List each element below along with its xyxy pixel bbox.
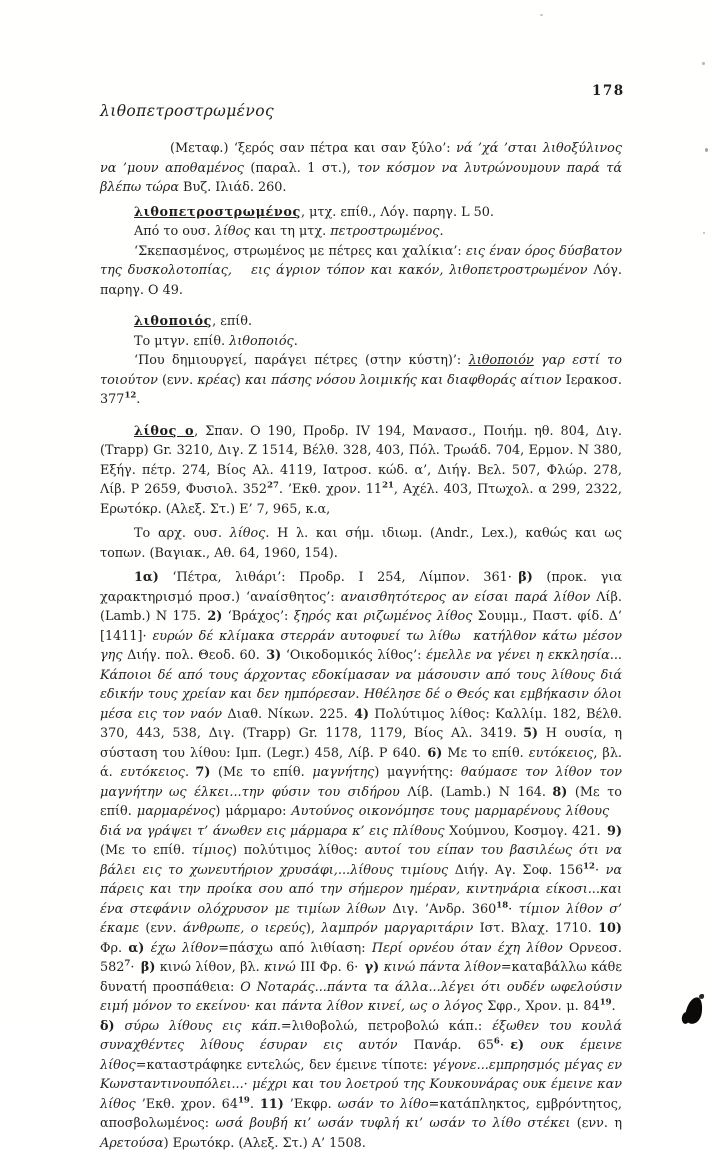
- text-segment: , επίθ.: [212, 314, 253, 329]
- text-segment: Διήγ. πολ. Θεοδ. 60.: [122, 648, 267, 663]
- headword: λιθοπετροστρωμένος: [134, 204, 301, 220]
- text-segment: ’Εκφρ.: [283, 1096, 338, 1112]
- text-segment: ευτόκειος: [120, 765, 185, 780]
- text-segment: λίθος: [229, 526, 266, 541]
- text-segment: δ): [100, 1018, 115, 1034]
- text-segment: ) μάρμαρο:: [215, 804, 292, 819]
- text-segment: Η ουσία, η σύσταση του λίθου: Ιμπ. (Legr.) 458, Λίβ. Ρ 640.: [100, 726, 622, 761]
- text-segment: αυτοί του είπαν του βασιλέως ότι να βάλει εις το χωνευτήριον χρυσάφι,...λίθους τιμίους: [100, 843, 622, 878]
- text-segment: τον κόσμον να λυτρώνουμουν παρά τά βλέπω τώρα: [100, 160, 622, 195]
- entry-text-block: [100, 139, 622, 1153]
- text-segment: ευρών δέ κλίμακα στερράν αυτοφυεί τω λίθω: [152, 628, 461, 644]
- text-segment: ως έλκει...την φύσιν του σιδήρου: [169, 784, 400, 800]
- text-segment: ωσά βουβή κι’ ωσάν τυφλή κι’ ωσάν το λίθο στέκει: [215, 1116, 571, 1131]
- text-segment: 9): [607, 823, 623, 839]
- text-segment: Διαθ. Νίκων. 225.: [222, 706, 355, 722]
- text-segment: ) μαγνήτης:: [374, 765, 461, 780]
- citation-superscript: 18: [496, 900, 509, 911]
- text-segment: Ορνεοσ. 582: [100, 940, 622, 975]
- text-segment: Λίβ. (Lamb.) Ν 175.: [100, 589, 622, 624]
- text-segment: 2): [207, 609, 223, 624]
- text-segment: Αυτούνος οικονόμησε τους μαρμαρένους λίθους: [291, 804, 610, 819]
- text-segment: [609, 804, 622, 819]
- text-segment: ε): [510, 1038, 525, 1053]
- text-segment: ·: [499, 1038, 511, 1053]
- text-segment: Ο Νοταράς...πάντα τα άλλα...λέγει ότι ουδέν ωφελούσιν ειμή μόνον το εκείνου· και πάντα λίθον κινεί, ως ο λόγος: [100, 979, 622, 1014]
- text-segment: διά να γράψει τ’ άνωθεν εις μάρμαρα κ’ εις πλίθους: [100, 823, 445, 839]
- text-segment: 3): [266, 648, 282, 663]
- text-segment: κινώ λίθον, βλ.: [155, 960, 265, 975]
- text-segment: . Η λ. και σήμ. ιδιωμ. (Andr., Lex.), καθώς και ως τοπων. (Βαγιακ., Αθ. 64, 1960, 154).: [100, 526, 622, 561]
- text-segment: Λίβ. (Lamb.) Ν 164.: [399, 784, 553, 800]
- paragraph-etymology-lithopoios: [100, 332, 622, 352]
- citation-superscript: 27: [267, 480, 279, 491]
- text-segment: ‘Οικοδομικός λίθος’:: [281, 648, 427, 663]
- text-segment: λίθος: [214, 224, 251, 239]
- scan-speck: [540, 14, 543, 16]
- text-segment: (Με το επίθ.: [100, 843, 192, 858]
- text-segment: θαύμασε τον λίθον τον μαγνήτην: [100, 765, 622, 800]
- text-segment: μαρμαρένος: [136, 804, 216, 819]
- text-segment: ·: [594, 862, 606, 878]
- text-segment: αναισθητότερος αν είσαι παρά λίθον: [340, 589, 591, 605]
- page-number: 178: [592, 83, 625, 99]
- text-segment: 10): [598, 921, 622, 936]
- scan-speck: [705, 148, 708, 152]
- text-segment: έμελλε να γένει η εκκλησία... Κάποιοι δέ από τους άρχοντας εδοκίμασαν να μάσουσιν από τους λίθους διά εδικήν τους χρείαν και δεν ημπόρεσαν. Ηθέλησε δέ ο Θεός και εμβήκασιν όλοι μέσα εις τον ναόν: [100, 648, 622, 722]
- text-segment: Πολύτιμος λίθος: Καλλίμ. 182, Βέλθ. 370, 443, 538, Διγ. (Trapp) Gr. 1178, 1179, Βίος Αλ. 3419.: [100, 706, 622, 741]
- text-segment: , Σπαν. Ο 190, Προδρ. IV 194, Μανασσ., Ποιήμ. ηθ. 804, Διγ. (Trapp) Gr. 3210, Διγ. Ζ 1514, Βέλθ. 328, 403, Πόλ. Τρωάδ. 704, Ερμον. Ν 380, Εξήγ. πέτρ. 274, Βίος Αλ. 4119, Ιατροσ. κώδ. α’, Διήγ. Βελ. 507, Φλώρ. 278, Λίβ. Ρ 2659, Φυσιολ. 352: [100, 423, 622, 497]
- text-segment: Το μτγν. επίθ.: [134, 333, 230, 349]
- text-segment: εις άγριον τόπον και κακόν, λιθοπετροστρωμένον: [251, 263, 588, 278]
- text-segment: Ιερακοσ. 377: [100, 372, 622, 407]
- text-segment: (Με το επίθ.: [210, 765, 313, 780]
- text-segment: α): [128, 940, 145, 956]
- text-segment: 6): [427, 745, 443, 761]
- text-segment: =κατάπληκτος, εμβρόντητος, αποσβολωμένος:: [100, 1096, 622, 1131]
- scan-speck: [703, 232, 705, 234]
- text-segment: και τη μτχ.: [250, 224, 331, 239]
- text-segment: [524, 1038, 540, 1053]
- text-segment: άνθρωπε, ο ιερεύς: [182, 921, 306, 936]
- text-segment: τίμιον λίθον σ’ έκαμε: [100, 901, 622, 936]
- citation-superscript: 6: [493, 1036, 500, 1047]
- text-segment: , βλ. ά.: [100, 745, 622, 780]
- ink-blot-artifact: [684, 996, 704, 1025]
- text-segment: κρέας: [197, 372, 236, 388]
- text-segment: , μτχ. επίθ., Λόγ. παρηγ. L 50.: [300, 204, 494, 220]
- text-segment: Διήγ. Αγ. Σοφ. 156: [448, 862, 584, 878]
- text-segment: ουκ έμεινε λίθος: [100, 1038, 622, 1073]
- text-segment: νά ’χά ’σται λιθοξύλινος να ’μουν αποθαμένος: [100, 141, 622, 176]
- text-segment: ξηρός και ριζωμένος λίθος: [293, 609, 473, 624]
- text-segment: Με το επίθ.: [442, 745, 529, 761]
- text-segment: Αρετούσα: [100, 1135, 164, 1151]
- text-segment: ευτόκειος: [528, 745, 594, 761]
- text-segment: σύρω λίθους εις κάπ.: [124, 1018, 281, 1034]
- text-segment: ‘Πέτρα, λιθάρι’: Προδρ. Ι 254, Λίμπον. 361·: [158, 570, 519, 585]
- text-segment: ‘Σκεπασμένος, στρωμένος με πέτρες και χαλίκια’:: [134, 243, 467, 259]
- text-segment: =πάσχω από λιθίαση:: [218, 940, 372, 956]
- text-segment: .: [184, 765, 196, 780]
- text-segment: Σφρ., Χρον. μ. 84: [482, 999, 600, 1014]
- text-segment: , Αχέλ. 403, Πτωχολ. α 299, 2322, Ερωτόκρ. (Αλεξ. Στ.) Ε’ 7, 965, κ.α,: [100, 482, 622, 517]
- citation-superscript: 7: [124, 958, 131, 969]
- citation-superscript: 19: [599, 997, 612, 1008]
- paragraph-senses-lithos: [100, 568, 622, 1153]
- text-segment: ) πολύτιμος λίθος:: [232, 843, 365, 858]
- text-segment: ‘Που δημιουργεί, παράγει πέτρες (στην κύστη)’:: [134, 353, 469, 368]
- text-segment: κινώ πάντα λίθον: [383, 960, 501, 975]
- paragraph-definition-lithopetrostromenos: [100, 242, 622, 301]
- text-segment: Το αρχ. ουσ.: [134, 526, 230, 541]
- paragraph-entry-head-lithopoios: [100, 312, 622, 332]
- text-segment: ‘Βράχος’:: [222, 609, 294, 624]
- text-segment: μαγνήτης: [312, 765, 375, 780]
- text-segment: 8): [552, 784, 568, 800]
- text-segment: . ’Εκθ. χρον. 11: [278, 482, 383, 497]
- text-segment: ): [235, 372, 245, 388]
- text-segment: πετροστρωμένος: [330, 224, 440, 239]
- text-segment: .: [136, 392, 141, 407]
- headword: λίθος ο: [134, 423, 195, 439]
- text-segment: και πάσης νόσου λοιμικής και διαφθοράς αίτιον: [244, 372, 562, 388]
- text-segment: Από το ουσ.: [134, 224, 215, 239]
- text-segment: [461, 629, 474, 644]
- text-segment: Φρ.: [100, 940, 129, 956]
- text-segment: να πάρεις και την προίκα σου από την σήμερον ημέραν, κιντηνάρια είκοσι...και ένα στεφάνιν ολόχρυσον με τιμίων λίθων: [100, 862, 623, 917]
- text-segment: (Με το επίθ.: [100, 784, 622, 819]
- text-segment: λαμπρόν μαργαριτάριν: [321, 921, 474, 936]
- text-segment: εις έναν όρος δύσβατον της δυσκολοτοπίας,: [100, 243, 622, 278]
- text-segment: έξωθεν του κουλά συναχθέντες λίθους έσυραν εις αυτόν: [100, 1018, 622, 1053]
- scan-speck: [702, 62, 705, 65]
- text-segment: ·: [508, 901, 519, 917]
- paragraph-continued-quotation: [100, 139, 622, 198]
- text-segment: [232, 263, 251, 278]
- citation-superscript: 12: [583, 861, 595, 872]
- text-segment: [115, 1019, 125, 1034]
- text-segment: Ιστ. Βλαχ. 1710.: [473, 921, 599, 936]
- text-segment: κατήλθον κάτω μέσον γης: [100, 628, 622, 663]
- text-segment: ΙΙΙ Φρ. 6·: [295, 960, 365, 975]
- text-segment: (Μεταφ.) ‘ξερός σαν πέτρα και σαν ξύλο’:: [170, 141, 457, 156]
- text-segment: Λόγ. παρηγ. Ο 49.: [100, 263, 622, 298]
- paragraph-etymology-lithopetrostromenos: [100, 222, 622, 242]
- text-segment: =καταστράφηκε εντελώς, δεν έμεινε τίποτε:: [135, 1057, 433, 1073]
- text-segment: Χούμνου, Κοσμογ. 421.: [444, 823, 608, 839]
- text-segment: γαρ εστί το τοιούτον: [100, 353, 623, 388]
- text-segment: λιθοποιόν: [468, 353, 534, 368]
- text-segment: γ): [364, 960, 380, 975]
- text-segment: Περί ορνέου όταν έχη λίθον: [371, 940, 563, 956]
- paragraph-entry-head-lithopetrostromenos: [100, 203, 622, 223]
- text-segment: Βυζ. Ιλιάδ. 260.: [178, 180, 287, 195]
- text-segment: ),: [305, 921, 322, 936]
- text-segment: ’Εκθ. χρον. 64: [135, 1096, 238, 1112]
- text-segment: β): [140, 960, 156, 975]
- text-segment: έχω λίθον: [150, 940, 219, 956]
- text-segment: τίμιος: [191, 843, 232, 858]
- text-segment: .: [439, 224, 444, 239]
- text-segment: ωσάν το λίθο: [337, 1096, 429, 1112]
- running-head: λιθοπετροστρωμένος: [100, 102, 275, 120]
- citation-superscript: 12: [124, 390, 137, 401]
- text-segment: (ενν. η: [570, 1116, 622, 1131]
- text-segment: β): [518, 570, 533, 585]
- paragraph-definition-lithopoios: [100, 351, 622, 410]
- citation-superscript: 19: [237, 1095, 250, 1106]
- text-segment: =λιθοβολώ, πετροβολώ κάπ.:: [280, 1018, 493, 1034]
- paragraph-entry-head-lithos-citations: [100, 422, 622, 520]
- text-segment: Σουμμ., Παστ. φίδ. Δ’ [1411]·: [100, 609, 622, 644]
- text-segment: κινώ: [264, 960, 296, 975]
- text-segment: ) Ερωτόκρ. (Αλεξ. Στ.) Α’ 1508.: [163, 1135, 366, 1151]
- text-segment: (παραλ. 1 στ.),: [243, 160, 358, 176]
- text-segment: 11): [259, 1096, 284, 1112]
- text-segment: 7): [195, 765, 211, 780]
- headword: λιθοποιός: [134, 314, 213, 329]
- paragraph-etymology-lithos: [100, 524, 622, 563]
- text-segment: ·: [130, 960, 141, 975]
- text-segment: Διγ. ’Ανδρ. 360: [385, 901, 497, 917]
- text-segment: 1α): [134, 570, 159, 585]
- text-segment: 4): [354, 706, 370, 722]
- text-segment: 5): [523, 726, 539, 741]
- text-segment: Πανάρ. 65: [397, 1038, 494, 1053]
- text-segment: (προκ. για χαρακτηρισμό προσ.) ‘αναίσθητος’:: [100, 570, 622, 605]
- text-segment: =καταβάλλω κάθε δυνατή προσπάθεια:: [100, 960, 622, 995]
- text-segment: λιθοποιός: [229, 333, 294, 349]
- text-segment: .: [611, 999, 622, 1014]
- text-segment: γέγονε...εμπρησμός μέγας εν Κωνσταντινουπόλει...· μέχρι και του λοετρού της Κουκουνάρας ουκ έμεινε καν λίθος: [100, 1057, 622, 1112]
- text-segment: (ενν.: [157, 372, 198, 388]
- text-segment: .: [293, 333, 298, 349]
- citation-superscript: 21: [382, 480, 394, 491]
- text-segment: (ενν.: [139, 921, 183, 936]
- text-segment: .: [249, 1096, 260, 1112]
